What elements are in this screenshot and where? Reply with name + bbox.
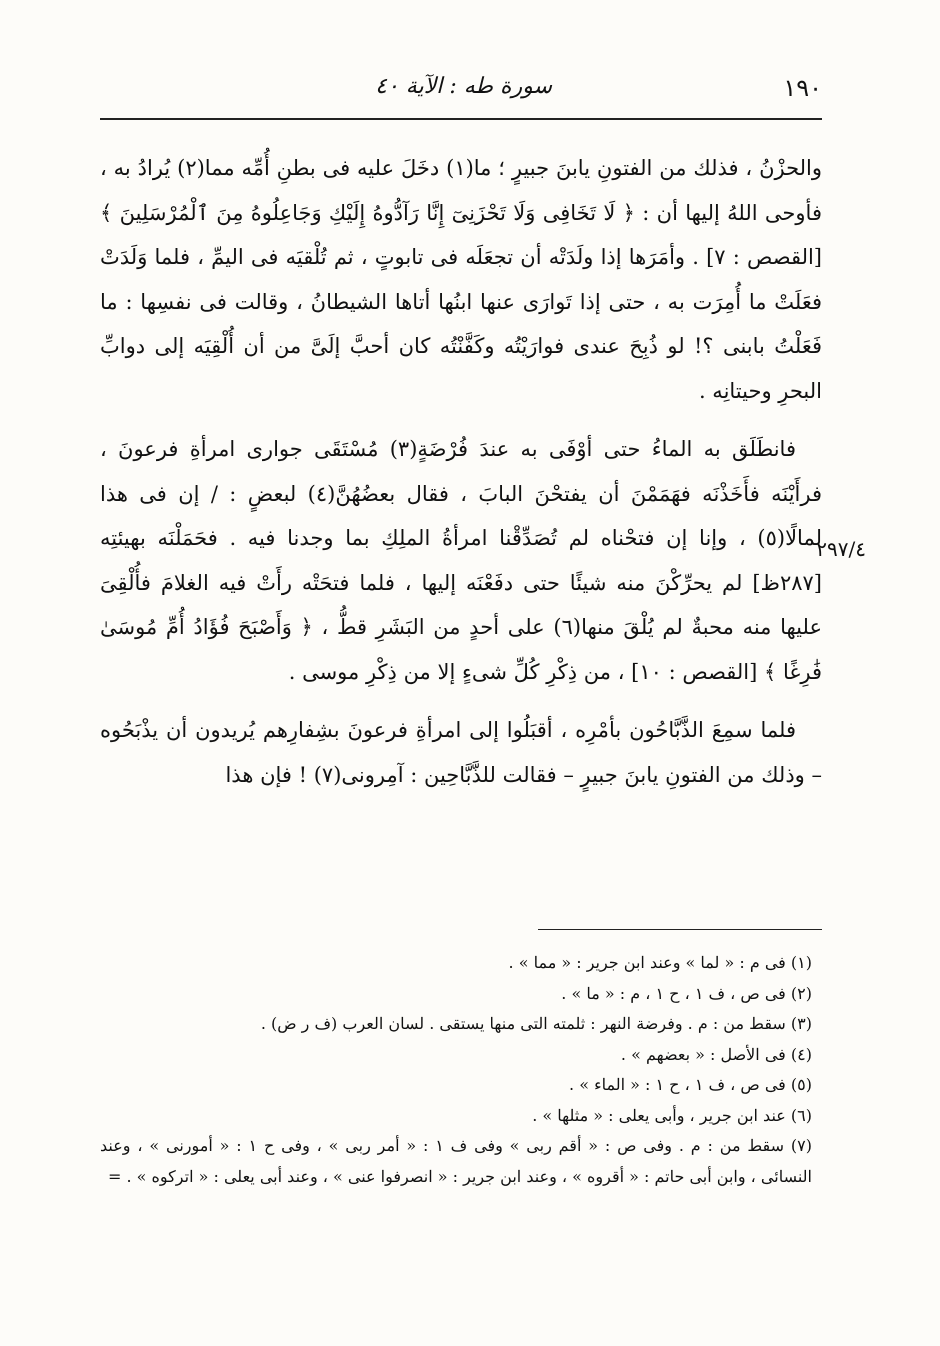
footnote-4: (٤) فى الأصل : « بعضهم » . <box>620 1044 812 1064</box>
footnote-5: (٥) فى ص ، ف ١ ، ح ١ : « الماء » . <box>569 1075 812 1094</box>
margin-reference: ٢٩٧/٤ <box>816 537 866 561</box>
page-header <box>100 68 822 108</box>
footnote-rule <box>538 929 822 930</box>
footnote-7: (٧) سقط من : م . وفى ص : « أقم ربى » وفى ف ١ : « أمر ربى » ، وفى ح ١ : « أمورنى » ، وعند النسائى ، وابن أبى حاتم : « أقروه » ، وعند ابن جرير : « انصرفوا عنى » ، وعند أبى يعلى : « اتركوه » . = <box>100 1136 812 1186</box>
page-number: ١٩٠ <box>783 74 822 102</box>
paragraph-2: فانطَلَق به الماءُ حتى أوْفَى به عندَ فُرْضَةٍ(٣) مُسْتَقَى جوارى امرأةِ فرعونَ ، فرأَيْنَه فأَخَذْنَه فهَمَمْنَ أن يفتحْنَ البابَ ، فقال بعضُهُنَّ(٤) لبعضٍ : / إن فى هذا لمالًا(٥) ، وإنا إن فتحْناه لم تُصَدِّقْنا امرأةُ الملِكِ بما وجدنا فيه . فحَمَلْنَه بهيئتِه [٢٨٧ظ] لم يحرِّكْنَ منه شيئًا حتى دفَعْنَه إليها ، فلما فتحَتْه رأَتْ فيه الغلامَ فأُلْقِىَ عليها منه محبةٌ لم يُلْقَ منها(٦) على أحدٍ من البَشَرِ قطُّ ، ﴿ وَأَصْبَحَ فُؤَادُ أُمِّ مُوسَىٰ فَٰرِغًا ﴾ [القصص : ١٠] ، من ذِكْرِ كُلِّ شىءٍ إلا من ذِكْرِ موسى . <box>100 437 823 684</box>
paragraph-1: والحزْنُ ، فذلك من الفتونِ يابنَ جبيرٍ ؛ ما(١) دخَلَ عليه فى بطنِ أُمِّه مما(٢) يُرادُ به ، فأوحى اللهُ إليها أن : ﴿ لَا تَخَافِى وَلَا تَحْزَنِىٓ إِنَّا رَآدُّوهُ إِلَيْكِ وَجَاعِلُوهُ مِنَ ٱلْمُرْسَلِينَ ﴾ [القصص : ٧] . وأمَرَها إذا ولَدَتْه أن تجعَلَه فى تابوتٍ ، ثم تُلْقيَه فى اليمِّ ، فلما وَلَدَتْ فعَلَتْ ما أُمِرَت به ، حتى إذا تَوارَى عنها ابنُها أتاها الشيطانُ ، وقالت فى نفسِها : ما فَعَلْتُ بابنى ؟! لو ذُبِحَ عندى فوارَيْتُه وكَفَّنْتُه كان أحبَّ إلَىَّ من أن أُلْقِيَه إلى دوابِّ البحرِ وحيتانِه . <box>100 156 823 403</box>
header-rule <box>100 118 822 120</box>
footnote-3: (٣) سقط من : م . وفرضة النهر : ثلمته التى منها يستقى . لسان العرب (ف ر ض) . <box>260 1014 812 1033</box>
footnotes <box>100 948 812 1192</box>
paragraph-3: فلما سمِعَ الذَّبَّاحُون بأمْرِه ، أقبَلُوا إلى امرأةِ فرعونَ بشِفارِهم يُريدون أن يذْبَحُوه – وذلك من الفتونِ يابنَ جبيرٍ – فقالت للذَّبَّاحِين : آمِرونى(٧) ! فإن هذا <box>100 718 822 787</box>
running-title: سورة طه : الآية ٤٠ <box>375 74 552 99</box>
footnote-1: (١) فى م : « لما » وعند ابن جرير : « مما » . <box>508 953 812 972</box>
footnote-2: (٢) فى ص ، ف ١ ، ح ١ ، م : « ما » . <box>561 983 812 1003</box>
footnote-6: (٦) عند ابن جرير ، وأبى يعلى : « مثلها » . <box>532 1105 812 1125</box>
main-text <box>100 146 822 811</box>
